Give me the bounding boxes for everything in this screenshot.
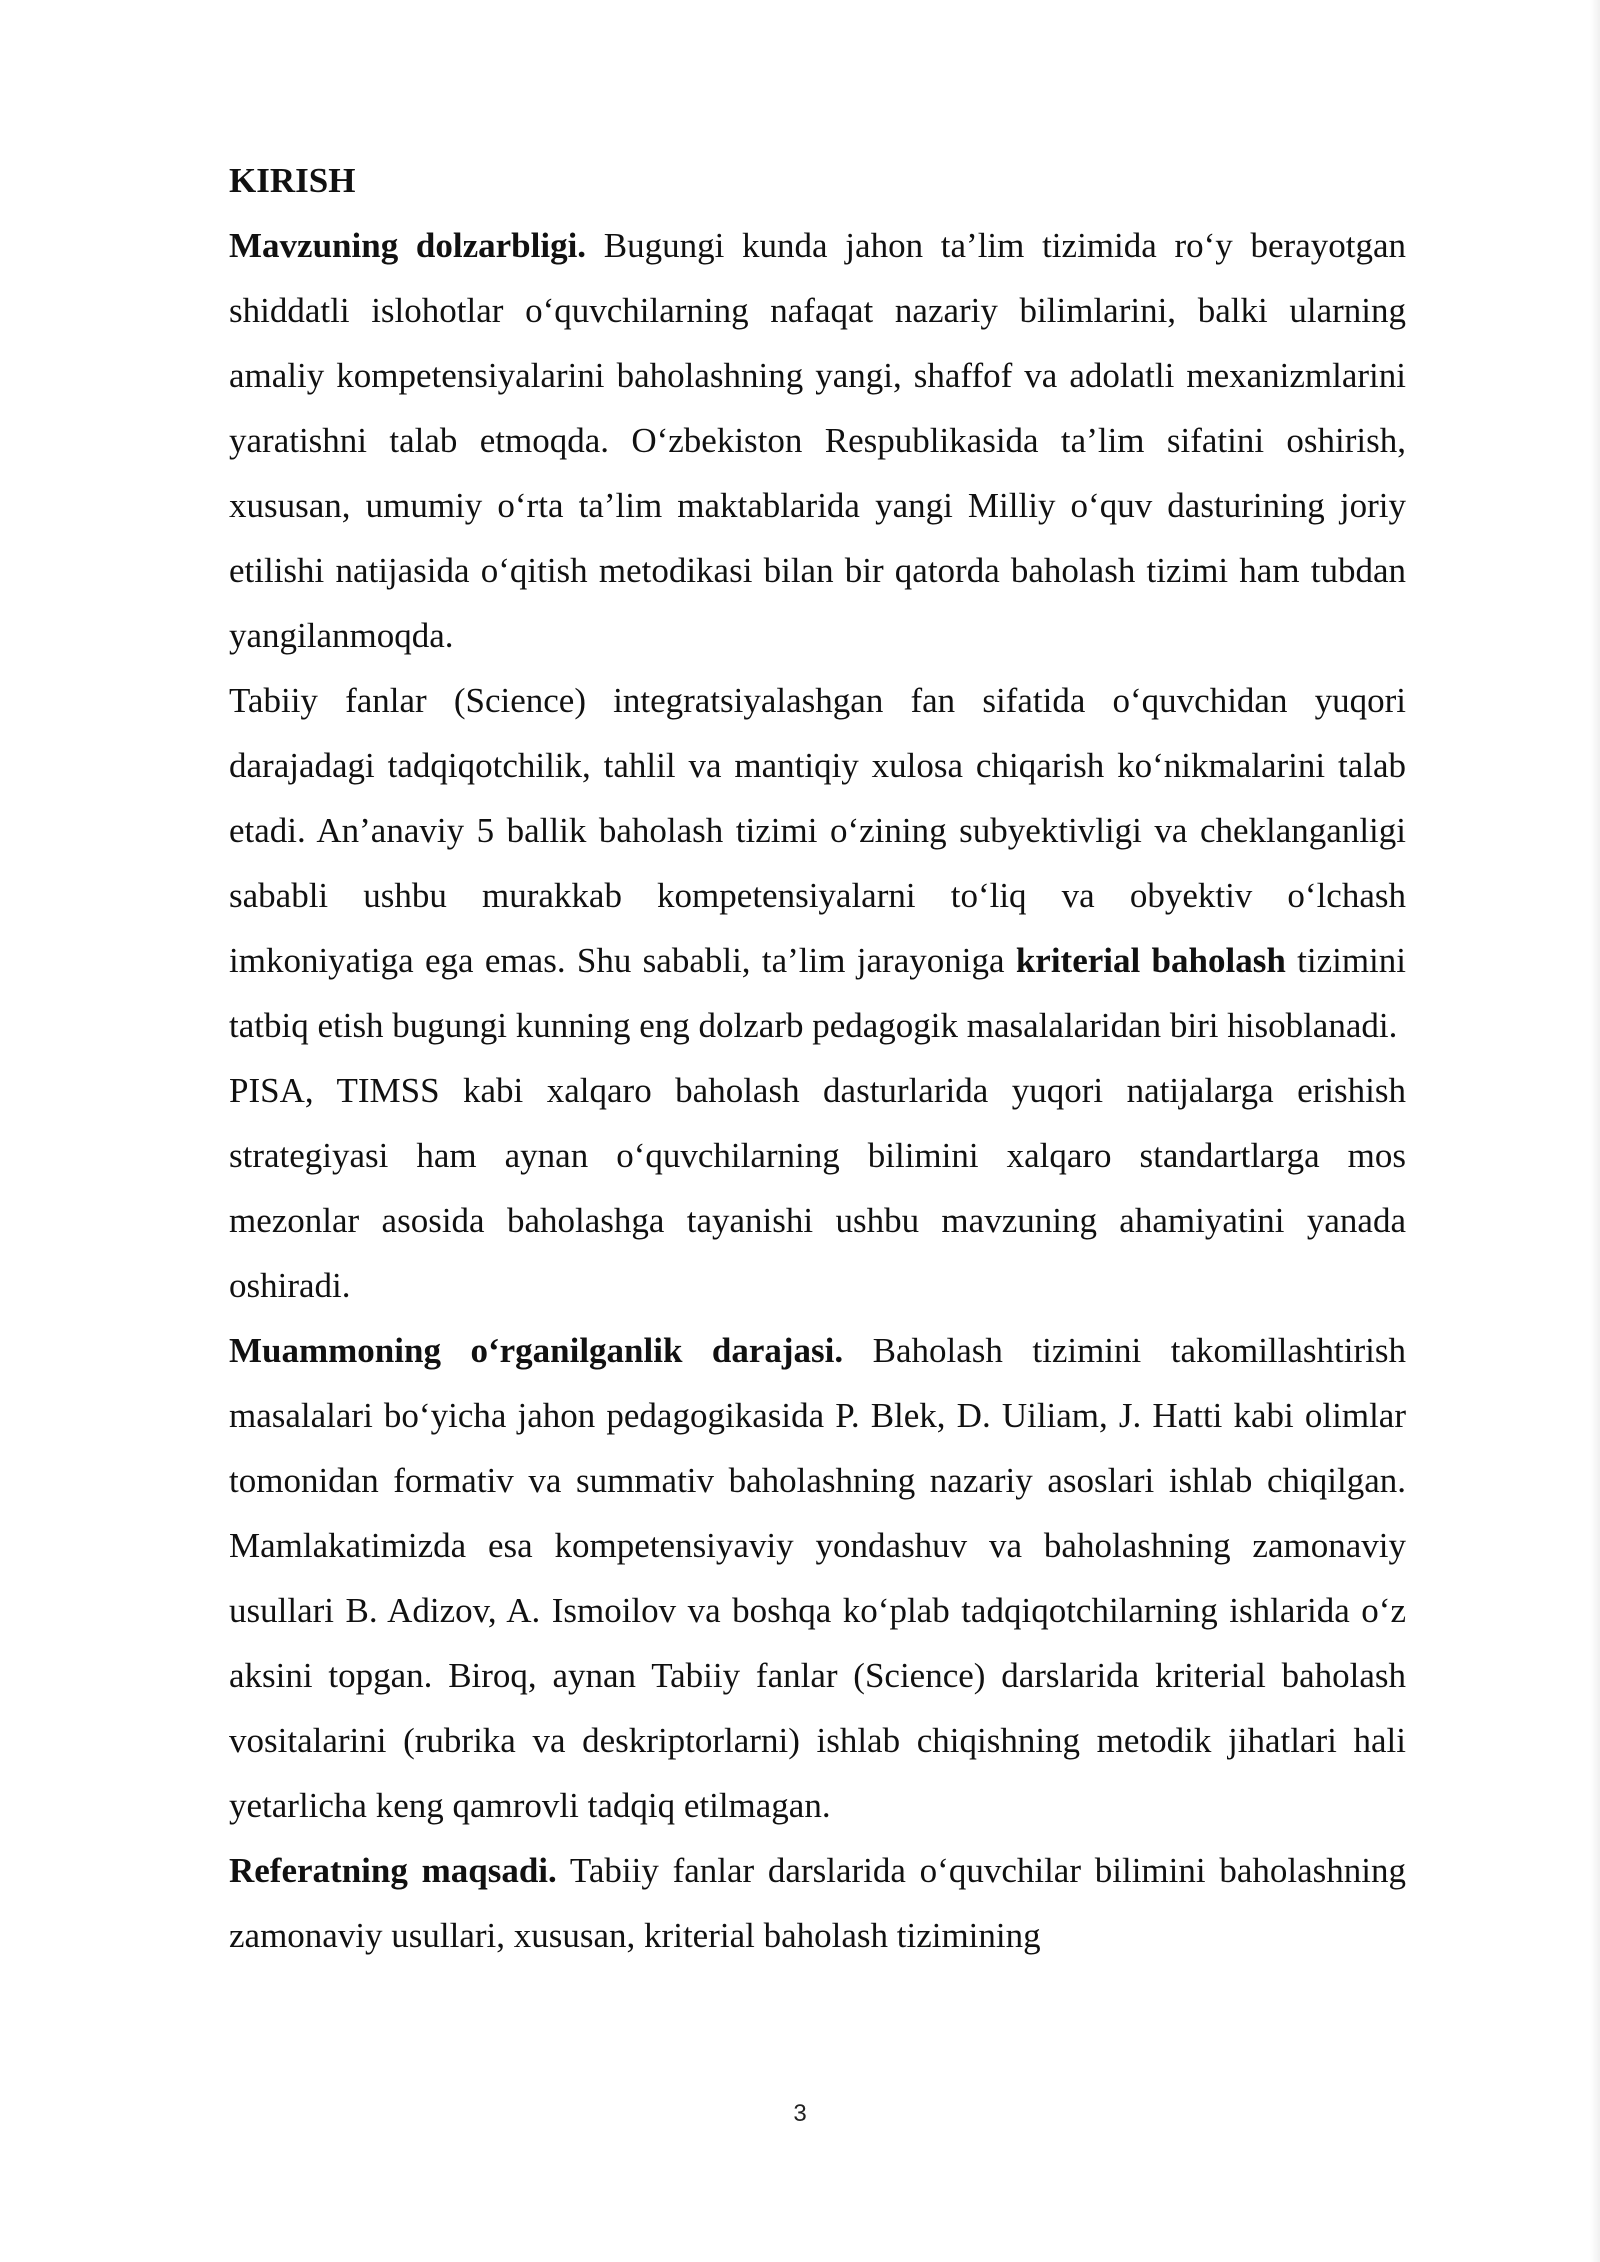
paragraph-relevance [229, 213, 1406, 668]
paragraph-text-relevance: Bugungi kunda jahon ta’lim tizimida ro‘y berayotgan shiddatli islohotlar o‘quvchilarning nafaqat nazariy bilimlarini, balki ularning amaliy kompetensiyalarini baholashning yangi, shaffof va adolatli mexanizmlarini yaratishni talab etmoqda. O‘zbekiston Respublikasida ta’lim sifatini oshirish, xususan, umumiy o‘rta ta’lim maktablarida yangi Milliy o‘quv dasturining joriy etilishi natijasida o‘qitish metodikasi bilan bir qatorda baholash tizimi ham tubdan yangilanmoqda. [229, 226, 1406, 655]
paragraph-text-study-level: Baholash tizimini takomillashtirish masalalari bo‘yicha jahon pedagogikasida P. Blek, D. Uiliam, J. Hatti kabi olimlar tomonidan formativ va summativ baholashning nazariy asoslari ishlab chiqilgan. Mamlakatimizda esa kompetensiyaviy yondashuv va baholashning zamonaviy usullari B. Adizov, A. Ismoilov va boshqa ko‘plab tadqiqotchilarning ishlarida o‘z aksini topgan. Biroq, aynan Tabiiy fanlar (Science) darslarida kriterial baholash vositalarini (rubrika va deskriptorlarni) ishlab chiqishning metodik jihatlari hali yetarlicha keng qamrovli tadqiq etilmagan. [229, 1331, 1406, 1825]
paragraph-text-goal: Tabiiy fanlar darslarida o‘quvchilar bilimini baholashning zamonaviy usullari, xususan, kriterial baholash tizimining [229, 1851, 1406, 1955]
document-body [229, 148, 1406, 1968]
section-heading: KIRISH [229, 161, 356, 200]
paragraph-goal [229, 1838, 1406, 1968]
paragraph-text-science-before: Tabiiy fanlar (Science) integratsiyalashgan fan sifatida o‘quvchidan yuqori darajadagi tadqiqotchilik, tahlil va mantiqiy xulosa chiqarish ko‘nikmalarini talab etadi. An’anaviy 5 ballik baholash tizimi o‘zining subyektivligi va cheklanganligi sababli ushbu murakkab kompetensiyalarni to‘liq va obyektiv o‘lchash imkoniyatiga ega emas. Shu sababli, ta’lim jarayoniga [229, 681, 1406, 980]
paragraph-bold-term: kriterial baholash [1015, 941, 1286, 980]
paragraph-lead-goal: Referatning maqsadi. [229, 1851, 557, 1890]
paragraph-lead-study-level: Muammoning o‘rganilganlik darajasi. [229, 1331, 844, 1370]
paragraph-international [229, 1058, 1406, 1318]
paragraph-lead-relevance: Mavzuning dolzarbligi. [229, 226, 587, 265]
page-number: 3 [793, 2100, 807, 2127]
paragraph-text-international: PISA, TIMSS kabi xalqaro baholash dasturlarida yuqori natijalarga erishish strategiyasi ham aynan o‘quvchilarning bilimini xalqaro standartlarga mos mezonlar asosida baholashga tayanishi ushbu mavzuning ahamiyatini yanada oshiradi. [229, 1071, 1406, 1305]
paragraph-science [229, 668, 1406, 1058]
paragraph-study-level [229, 1318, 1406, 1838]
page-edge-shadow [1590, 0, 1600, 2262]
paragraph-text-science-after: tizimini tatbiq etish bugungi kunning eng dolzarb pedagogik masalalaridan biri hisoblanadi. [229, 941, 1406, 1045]
